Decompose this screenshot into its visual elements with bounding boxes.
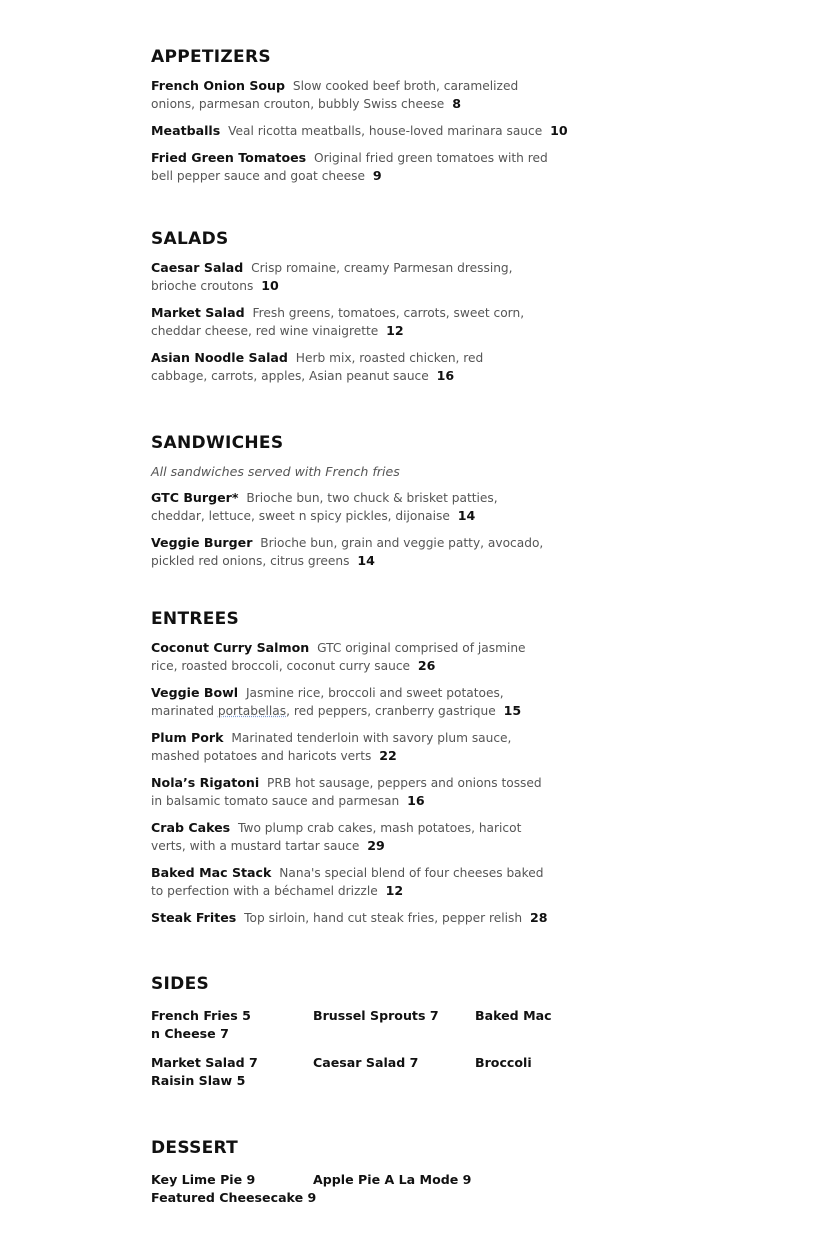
item-price: 29 <box>367 838 385 853</box>
appetizers-section <box>151 47 571 194</box>
item-desc: Brioche bun, two chuck & brisket patties, cheddar, lettuce, sweet n spicy pickles, dijonaise <box>151 491 498 523</box>
side-item: Broccoli <box>475 1055 532 1070</box>
menu-item <box>151 639 551 675</box>
item-desc: Herb mix, roasted chicken, red cabbage, carrots, apples, Asian peanut sauce <box>151 351 484 383</box>
item-name: Nola’s Rigatoni <box>151 775 260 790</box>
menu-item <box>151 77 561 113</box>
menu-item <box>151 304 546 340</box>
item-name: Coconut Curry Salmon <box>151 640 310 655</box>
side-item: Brussel Sprouts 7 <box>313 1008 439 1023</box>
item-desc: Marinated tenderloin with savory plum sauce, mashed potatoes and haricots verts <box>151 731 512 763</box>
item-name: Meatballs <box>151 123 221 138</box>
item-desc: Fresh greens, tomatoes, carrots, sweet corn, cheddar cheese, red wine vinaigrette <box>151 306 525 338</box>
dessert-item: Featured Cheesecake 9 <box>151 1190 317 1205</box>
section-heading: DESSERT <box>151 1138 239 1158</box>
item-name: Caesar Salad <box>151 260 244 275</box>
item-name: Veggie Burger <box>151 535 253 550</box>
sides-row <box>151 1055 571 1073</box>
item-desc: Jasmine rice, broccoli and sweet potatoes, marinated <box>151 686 504 718</box>
salads-section <box>151 229 571 394</box>
dessert-item: Key Lime Pie 9 <box>151 1172 256 1187</box>
side-item: Baked Mac <box>475 1008 552 1023</box>
menu-item <box>151 149 561 185</box>
section-heading: SALADS <box>151 229 229 249</box>
item-name: Market Salad <box>151 305 245 320</box>
sides-row <box>151 1073 571 1091</box>
item-name: Asian Noodle Salad <box>151 350 288 365</box>
menu-item <box>151 259 536 295</box>
dessert-row <box>151 1190 571 1208</box>
item-name: GTC Burger* <box>151 490 239 505</box>
item-desc: Brioche bun, grain and veggie patty, avocado, pickled red onions, citrus greens <box>151 536 544 568</box>
dessert-row <box>151 1172 571 1190</box>
item-price: 14 <box>457 508 476 523</box>
item-price: 12 <box>385 883 404 898</box>
section-heading: APPETIZERS <box>151 47 271 67</box>
item-price: 10 <box>261 278 279 293</box>
item-price: 12 <box>386 323 404 338</box>
item-desc: Top sirloin, hand cut steak fries, pepper relish <box>244 911 523 925</box>
item-desc: Veal ricotta meatballs, house-loved marinara sauce <box>228 124 543 138</box>
sandwiches-section <box>151 433 571 579</box>
menu-item <box>151 729 551 765</box>
item-price: 28 <box>530 910 548 925</box>
section-heading: ENTREES <box>151 609 240 629</box>
item-price: 22 <box>379 748 397 763</box>
item-price: 26 <box>417 658 436 673</box>
item-name: Fried Green Tomatoes <box>151 150 307 165</box>
item-price: 15 <box>503 703 522 718</box>
side-item: Market Salad 7 <box>151 1055 258 1070</box>
item-price: 9 <box>372 168 382 183</box>
item-desc-underlined: portabellas <box>217 704 287 718</box>
side-item: French Fries 5 <box>151 1008 251 1023</box>
item-desc: Crisp romaine, creamy Parmesan dressing, brioche croutons <box>151 261 513 293</box>
item-desc: Two plump crab cakes, mash potatoes, haricot verts, with a mustard tartar sauce <box>151 821 522 853</box>
item-name: Plum Pork <box>151 730 224 745</box>
item-price: 16 <box>436 368 455 383</box>
item-price: 8 <box>452 96 461 111</box>
item-desc: Original fried green tomatoes with red bell pepper sauce and goat cheese <box>151 151 548 183</box>
section-note: All sandwiches served with French fries <box>151 464 400 479</box>
entrees-section <box>151 609 571 936</box>
item-desc: PRB hot sausage, peppers and onions tossed in balsamic tomato sauce and parmesan <box>151 776 542 808</box>
menu-item <box>151 819 551 855</box>
side-item: Raisin Slaw 5 <box>151 1073 246 1088</box>
item-desc: Nana's special blend of four cheeses baked to perfection with a béchamel drizzle <box>151 866 544 898</box>
item-desc: GTC original comprised of jasmine rice, roasted broccoli, coconut curry sauce <box>151 641 526 673</box>
menu-item <box>151 349 506 385</box>
menu-item <box>151 122 571 140</box>
dessert-section <box>151 1138 571 1208</box>
menu-item <box>151 909 561 927</box>
side-item: n Cheese 7 <box>151 1026 229 1041</box>
menu-item <box>151 489 551 525</box>
item-name: Steak Frites <box>151 910 237 925</box>
item-name: Crab Cakes <box>151 820 231 835</box>
item-name: Veggie Bowl <box>151 685 239 700</box>
dessert-item: Apple Pie A La Mode 9 <box>313 1172 472 1187</box>
menu-item <box>151 864 551 900</box>
section-heading: SANDWICHES <box>151 433 284 453</box>
section-heading: SIDES <box>151 974 210 994</box>
item-name: French Onion Soup <box>151 78 286 93</box>
item-desc: , red peppers, cranberry gastrique <box>286 704 496 718</box>
sides-section <box>151 974 571 1091</box>
sides-row <box>151 1008 571 1026</box>
item-name: Baked Mac Stack <box>151 865 272 880</box>
menu-item <box>151 774 551 810</box>
menu-item <box>151 684 561 720</box>
menu-item <box>151 534 551 570</box>
item-price: 14 <box>357 553 375 568</box>
item-desc: Slow cooked beef broth, caramelized onions, parmesan crouton, bubbly Swiss cheese <box>151 79 519 111</box>
item-price: 16 <box>407 793 425 808</box>
side-item: Caesar Salad 7 <box>313 1055 419 1070</box>
item-price: 10 <box>550 123 568 138</box>
sides-row <box>151 1026 571 1044</box>
